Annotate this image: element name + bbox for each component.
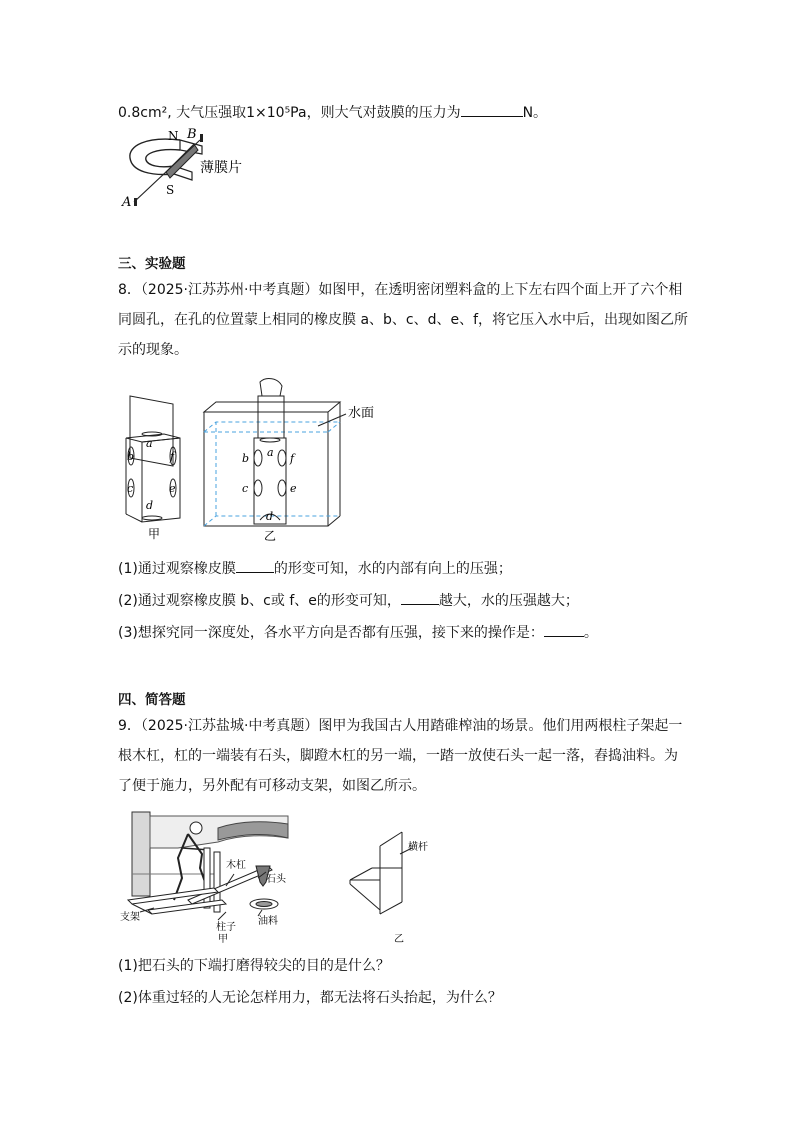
q8-line2: 同圆孔，在孔的位置蒙上相同的橡皮膜 a、b、c、d、e、f，将它压入水中后，出现如图乙所: [118, 312, 689, 328]
q8-sub3: [118, 622, 598, 643]
q8-sub3-text-b: 。: [583, 625, 598, 641]
q8-sub2-blank[interactable]: [401, 590, 439, 605]
q7-answer-blank[interactable]: [461, 102, 523, 117]
q8-sub1-text-b: 的形变可知，水的内部有向上的压强；: [273, 561, 512, 577]
q8-yi-label-c: c: [242, 482, 249, 495]
q8-sub1-text-a: (1)通过观察橡皮膜: [118, 561, 236, 577]
q8-jia-label-a: a: [146, 437, 153, 450]
q7-label-b: B: [187, 128, 197, 142]
q8-caption-yi: 乙: [264, 529, 277, 543]
q8-sub1-blank[interactable]: [236, 558, 274, 573]
q9-fig-jia: [120, 812, 288, 945]
q9-sub1: (1)把石头的下端打磨得较尖的目的是什么？: [118, 958, 390, 974]
q8-jia-label-b: b: [127, 450, 135, 463]
q8-pressure-figure: [118, 376, 418, 544]
q9-line3: 了便于施力，另外配有可移动支架，如图乙所示。: [118, 778, 426, 794]
q7-unit: N。: [522, 105, 548, 121]
q8-line3: 示的现象。: [118, 342, 188, 358]
q8-yi-label-d: d: [266, 510, 274, 523]
q7-label-n: N: [168, 129, 179, 143]
q9-line1: 9．（2025·江苏盐城·中考真题）图甲为我国古人用踏碓榨油的场景。他们用两根柱子架起一: [118, 718, 683, 734]
q9-label-mugang: 木杠: [226, 860, 246, 871]
q7-text-line: [118, 102, 547, 123]
q9-caption-yi: 乙: [394, 934, 404, 945]
q8-sub2: [118, 590, 579, 611]
q8-label-water: 水面: [348, 406, 375, 421]
q9-label-zhijia: 支架: [120, 912, 140, 923]
q8-sub1: [118, 558, 512, 579]
q8-fig-jia: [126, 396, 180, 541]
q9-sub2: (2)体重过轻的人无论怎样用力，都无法将石头抬起，为什么？: [118, 990, 502, 1006]
q8-sub3-text-a: (3)想探究同一深度处，各水平方向是否都有压强，接下来的操作是：: [118, 625, 544, 641]
q8-yi-label-f: f: [290, 452, 295, 465]
q8-yi-label-a: a: [267, 446, 274, 459]
q8-jia-label-e: e: [169, 482, 176, 495]
q8-sub3-blank[interactable]: [544, 622, 584, 637]
q9-caption-jia: 甲: [218, 934, 228, 945]
q8-caption-jia: 甲: [148, 527, 161, 541]
q7-label-s: S: [166, 183, 175, 197]
q8-jia-label-c: c: [127, 482, 134, 495]
q8-line1: 8．（2025·江苏苏州·中考真题）如图甲，在透明密闭塑料盒的上下左右四个面上开了六个相: [118, 282, 683, 298]
q9-label-youliao: 油料: [258, 916, 278, 927]
q9-fig-yi: [350, 832, 428, 945]
q9-oil-press-figure: [118, 808, 438, 950]
q7-label-film: 薄膜片: [200, 160, 242, 176]
q8-sub2-text-a: (2)通过观察橡皮膜 b、c或 f、e的形变可知，: [118, 593, 401, 609]
q8-fig-yi: [204, 379, 374, 543]
q9-label-hengqian: 横杆: [408, 842, 428, 853]
section3-title: 三、实验题: [118, 256, 186, 272]
q8-jia-label-d: d: [146, 499, 154, 512]
q8-yi-label-b: b: [242, 452, 250, 465]
q7-label-a: A: [122, 195, 132, 210]
q9-label-zhuzi: 柱子: [216, 922, 236, 933]
q8-sub2-text-b: 越大，水的压强越大；: [438, 593, 579, 609]
section4-title: 四、简答题: [118, 692, 186, 708]
q9-label-shitou: 石头: [266, 874, 286, 885]
q8-jia-label-f: f: [170, 450, 175, 463]
q9-line2: 根木杠，杠的一端装有石头，脚蹬木杠的另一端，一踏一放使石头一起一落，舂捣油料。为: [118, 748, 678, 764]
q7-line-text: 0.8cm², 大气压强取1×10⁵Pa，则大气对鼓膜的压力为: [118, 105, 461, 121]
q8-yi-label-e: e: [290, 482, 297, 495]
q7-magnet-figure: [118, 128, 258, 210]
